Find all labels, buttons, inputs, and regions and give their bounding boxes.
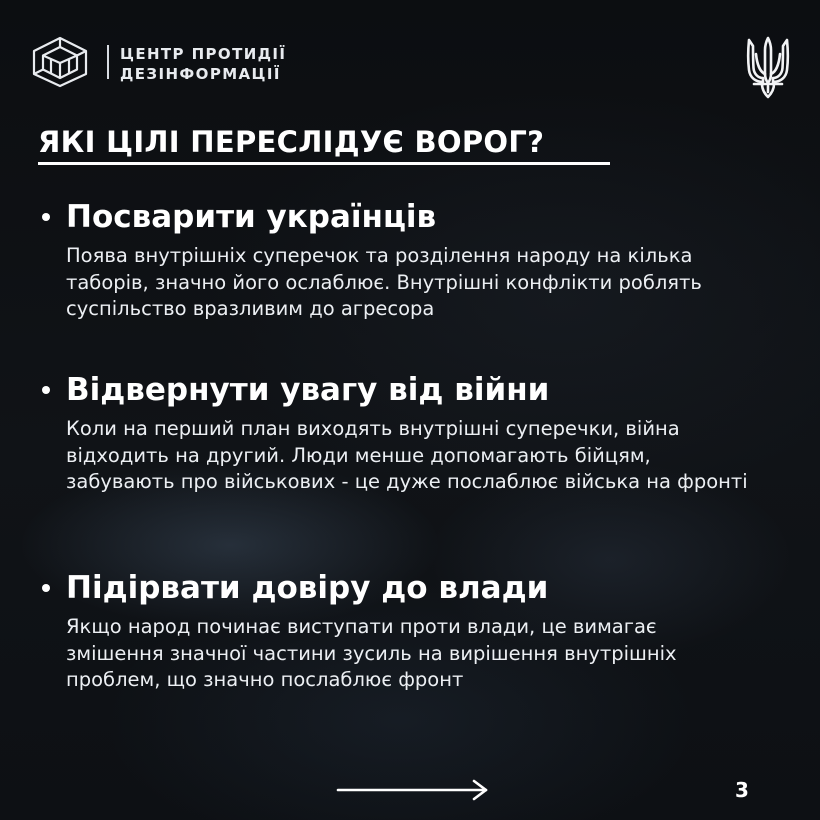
- goal-item: [38, 568, 758, 694]
- organization-name-line-2: ДЕЗІНФОРМАЦІЇ: [120, 65, 281, 83]
- goal-item-header: [38, 568, 758, 608]
- bullet-icon: [42, 213, 50, 221]
- organization-name: [120, 44, 286, 84]
- goal-item-header: [38, 370, 758, 410]
- goal-item: [38, 370, 758, 496]
- goal-item-header: [38, 197, 758, 237]
- organization-name-line-1: ЦЕНТР ПРОТИДІЇ: [120, 45, 287, 63]
- goal-item-title: Відвернути увагу від війни: [66, 372, 550, 408]
- header-divider: [107, 45, 109, 79]
- goal-item-title: Підірвати довіру до влади: [66, 570, 549, 606]
- impossible-cube-logo-icon: [30, 36, 90, 88]
- title-underline: [38, 162, 610, 165]
- page-title: ЯКІ ЦІЛІ ПЕРЕСЛІДУЄ ВОРОГ?: [38, 125, 545, 159]
- arrow-right-icon[interactable]: [336, 778, 490, 802]
- bullet-icon: [42, 386, 50, 394]
- goal-item-title: Посварити українців: [66, 199, 437, 235]
- goal-item-description: Коли на перший план виходять внутрішні суперечки, війна відходить на другий. Люди менше допомагають бійцям, забувають про військових - це дуже послаблює війська на фронті: [66, 417, 748, 493]
- bullet-icon: [42, 584, 50, 592]
- page-number: 3: [735, 778, 749, 802]
- goal-item-description: Поява внутрішніх суперечок та розділення народу на кілька таборів, значно його ослаблює. Внутрішні конфлікти роблять суспільство вразливим до агресора: [66, 244, 702, 320]
- goal-item: [38, 197, 758, 323]
- goal-item-description: Якщо народ починає виступати проти влади, це вимагає змішення значної частини зусиль на вирішення внутрішніх проблем, що значно послаблює фронт: [66, 615, 677, 691]
- ukrainian-trident-icon: [744, 34, 792, 100]
